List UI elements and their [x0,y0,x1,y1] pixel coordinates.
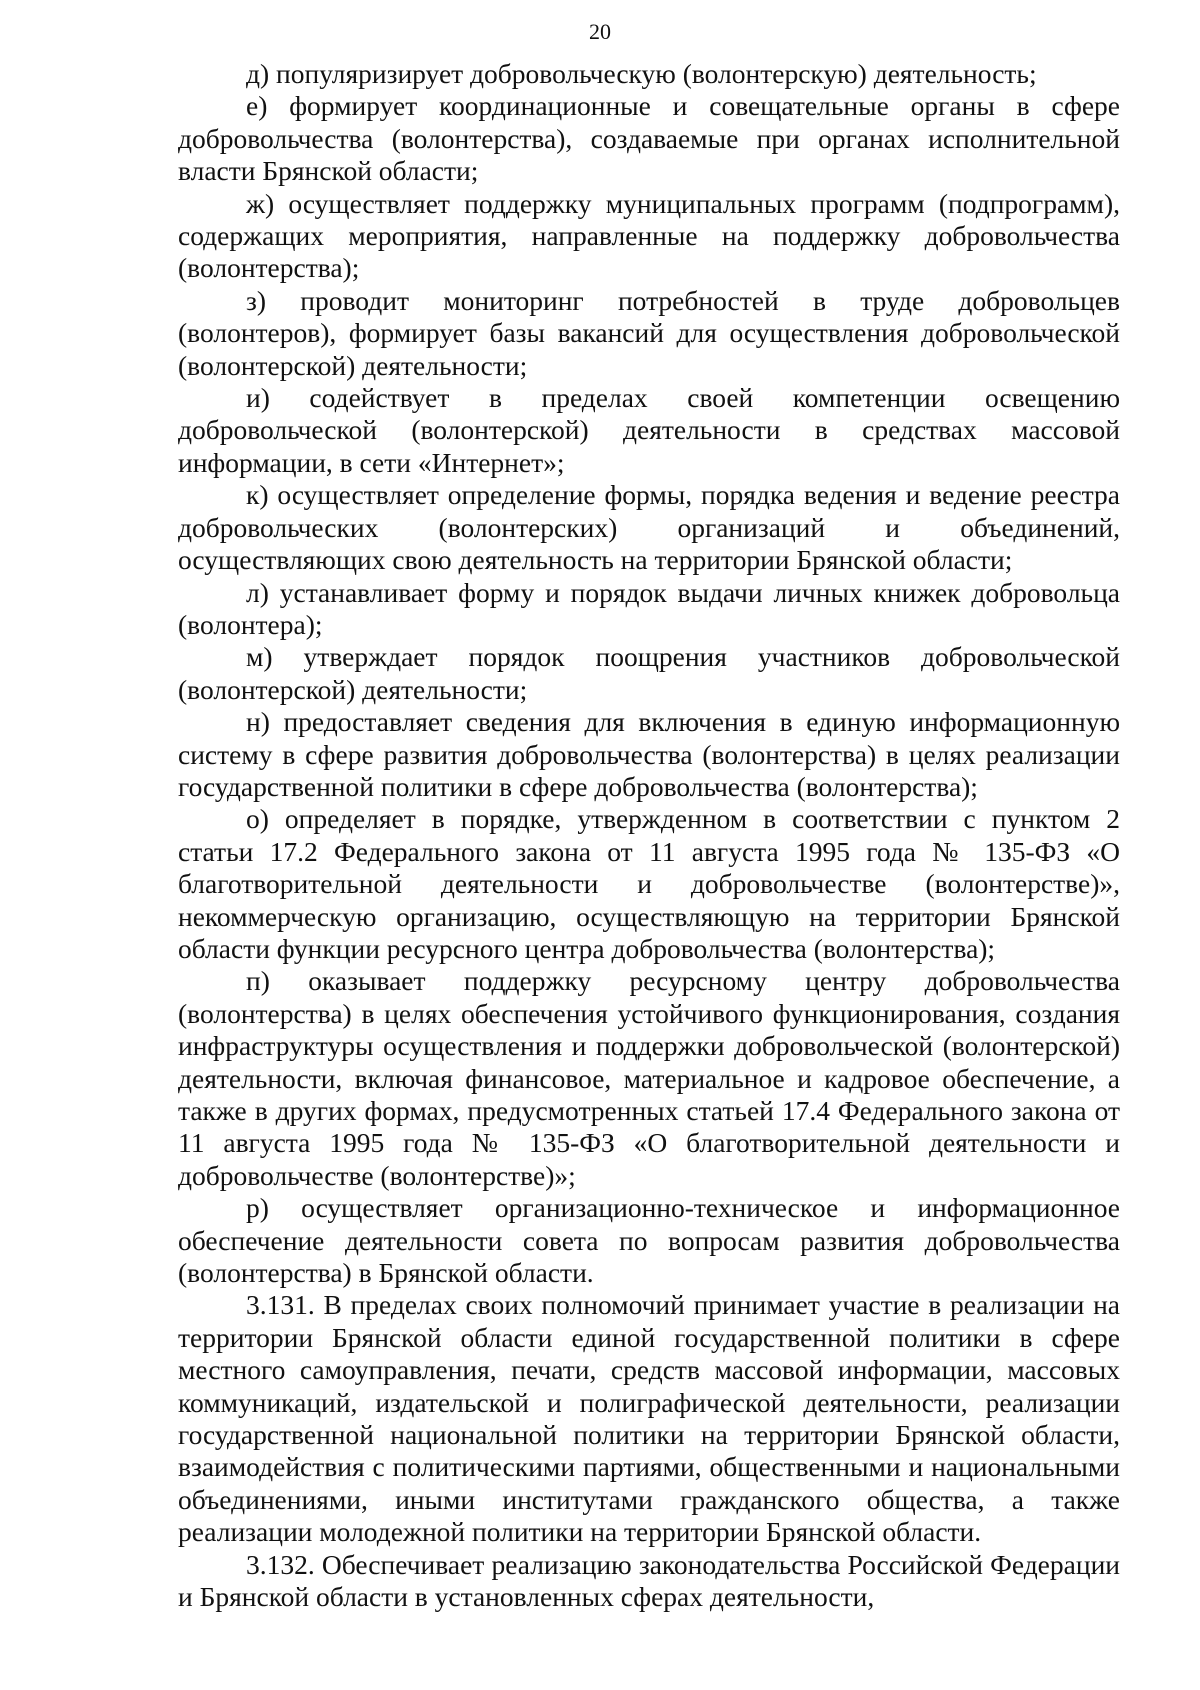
paragraph-item-r: р) осуществляет организационно-техническое и информационное обеспечение деятельности совета по вопросам развития добровольчества (волонтерства) в Брянской области. [178,1192,1120,1289]
paragraph-item-l: л) устанавливает форму и порядок выдачи личных книжек добровольца (волонтера); [178,576,1120,640]
paragraph-item-zh: ж) осуществляет поддержку муниципальных программ (подпрограмм), содержащих мероприятия, направленные на поддержку добровольчества (волонтерства); [178,187,1120,284]
paragraph-item-d: д) популяризирует добровольческую (волонтерскую) деятельность; [246,58,1037,89]
paragraph-3-131: 3.131. В пределах своих полномочий принимает участие в реализации на территории Брянской области единой государственной политики в сфере местного самоуправления, печати, средств массовой информации, массовых коммуникаций, издательской и полиграфической деятельности, реализации государственной национальной политики на территории Брянской области, взаимодействия с политическими партиями, общественными и национальными объединениями, иными институтами гражданского общества, а также реализации молодежной политики на территории Брянской области. [178,1289,1120,1548]
document-body [178,58,1120,1614]
page-number: 20 [589,19,611,44]
paragraph-item-o: о) определяет в порядке, утвержденном в соответствии с пунктом 2 статьи 17.2 Федерального закона от 11 августа 1995 года № 135-ФЗ «О благотворительной деятельности и добровольчестве (волонтерстве)», некоммерческую организацию, осуществляющую на территории Брянской области функции ресурсного центра добровольчества (волонтерства); [178,803,1120,964]
paragraph-item-z: з) проводит мониторинг потребностей в труде добровольцев (волонтеров), формирует базы вакансий для осуществления добровольческой (волонтерской) деятельности; [178,284,1120,381]
paragraph-item-e: е) формирует координационные и совещательные органы в сфере добровольчества (волонтерства), создаваемые при органах исполнительной власти Брянской области; [178,90,1120,187]
paragraph-item-m: м) утверждает порядок поощрения участников добровольческой (волонтерской) деятельности; [178,641,1120,705]
paragraph-item-n: н) предоставляет сведения для включения в единую информационную систему в сфере развития добровольчества (волонтерства) в целях реализации государственной политики в сфере добровольчества (волонтерства); [178,706,1120,802]
paragraph-item-p: п) оказывает поддержку ресурсному центру добровольчества (волонтерства) в целях обеспечения устойчивого функционирования, создания инфраструктуры осуществления и поддержки добровольческой (волонтерской) деятельности, включая финансовое, материальное и кадровое обеспечение, а также в других формах, предусмотренных статьей 17.4 Федерального закона от 11 августа 1995 года № 135-ФЗ «О благотворительной деятельности и добровольчестве (волонтерстве)»; [178,965,1120,1191]
paragraph-item-i: и) содействует в пределах своей компетенции освещению добровольческой (волонтерской) деятельности в средствах массовой информации, в сети «Интернет»; [178,382,1120,478]
paragraph-3-132: 3.132. Обеспечивает реализацию законодательства Российской Федерации и Брянской области в установленных сферах деятельности, [178,1548,1120,1613]
paragraph-item-k: к) осуществляет определение формы, порядка ведения и ведение реестра добровольческих (волонтерских) организаций и объединений, осуществляющих свою деятельность на территории Брянской области; [178,479,1120,576]
